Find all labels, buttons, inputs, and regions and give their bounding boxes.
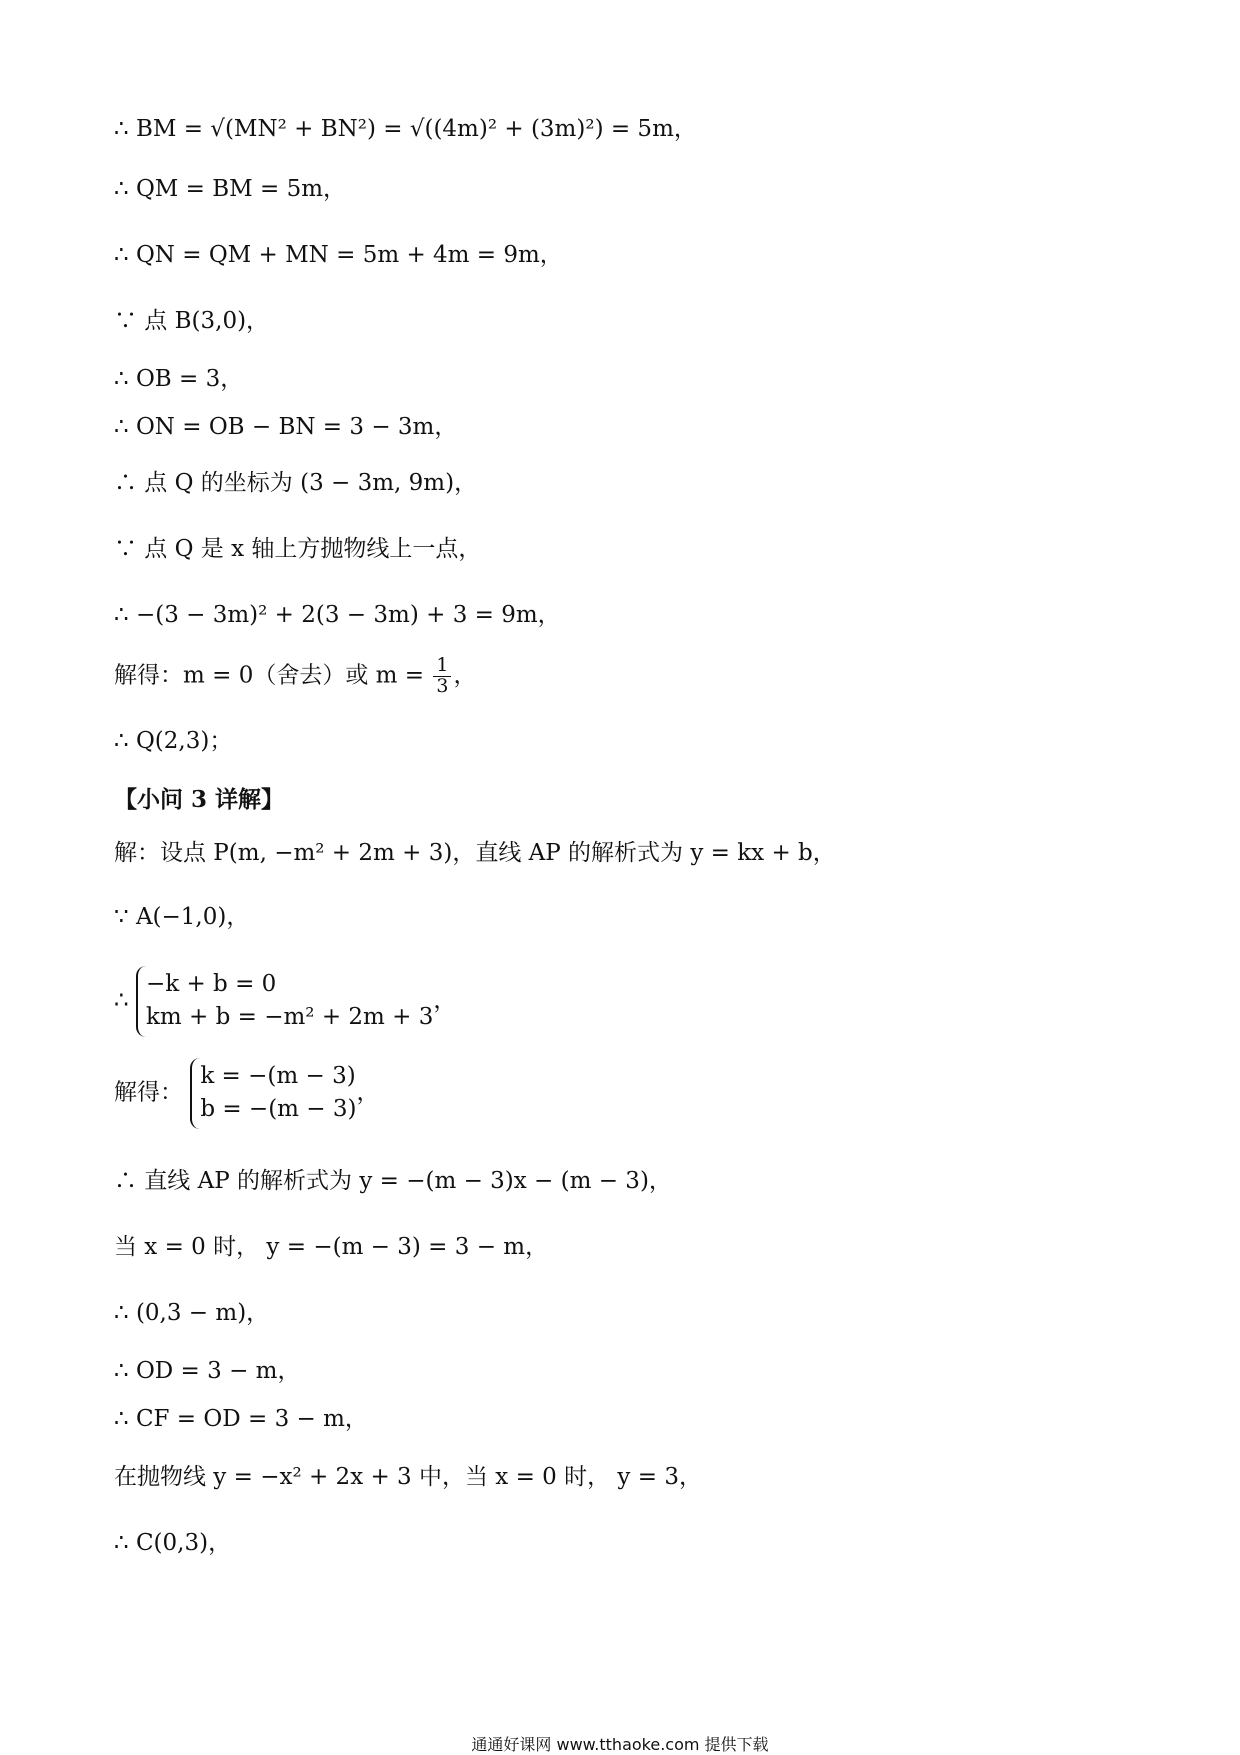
line-set-p: 解：设点 P(m, −m² + 2m + 3)，直线 AP 的解析式为 y = kx + b，	[114, 840, 836, 866]
line-q-result: ∴ Q(2,3)；	[114, 728, 233, 754]
line-equation: ∴ −(3 − 3m)² + 2(3 − 3m) + 3 = 9m，	[114, 602, 561, 628]
system-1-eq-1: −k + b = 0	[145, 971, 277, 997]
fraction-denominator: 3	[436, 674, 449, 697]
line-od: ∴ OD = 3 − m，	[114, 1358, 301, 1384]
solve-m-text: 解得：m = 0（舍去）或 m =	[114, 662, 425, 689]
line-ap-expression: ∴ 直线 AP 的解析式为 y = −(m − 3)x − (m − 3)，	[114, 1168, 672, 1194]
line-ob: ∴ OB = 3，	[114, 366, 244, 392]
system-1-punct: ，	[433, 987, 457, 1014]
line-on: ∴ ON = OB − BN = 3 − 3m，	[114, 414, 458, 440]
line-point-a: ∵ A(−1,0)，	[114, 904, 250, 930]
line-system-2	[114, 1058, 379, 1129]
system-2-eq-2: b = −(m − 3)	[200, 1096, 357, 1123]
line-qm: ∴ QM = BM = 5m，	[114, 176, 347, 202]
equation-system-1	[136, 966, 433, 1037]
line-point-q-coord: ∴ 点 Q 的坐标为 (3 − 3m, 9m)，	[114, 470, 478, 496]
system-1-eq-2: km + b = −m² + 2m + 3	[145, 1004, 434, 1031]
equation-system-2	[190, 1058, 356, 1129]
line-parabola-c: 在抛物线 y = −x² + 2x + 3 中，当 x = 0 时， y = 3，	[114, 1464, 702, 1490]
solve-m-punct: ，	[453, 662, 477, 689]
line-point-b: ∵ 点 B(3,0)，	[114, 308, 270, 334]
footer-watermark: 通通好课网 www.tthaoke.com 提供下载	[471, 1735, 769, 1754]
line-qn: ∴ QN = QM + MN = 5m + 4m = 9m，	[114, 242, 563, 268]
line-x-zero: 当 x = 0 时， y = −(m − 3) = 3 − m，	[114, 1234, 549, 1260]
fraction-numerator: 1	[433, 656, 451, 677]
line-solve-m	[114, 656, 476, 697]
line-q-on-parabola: ∵ 点 Q 是 x 轴上方抛物线上一点，	[114, 536, 482, 562]
line-bm-sqrt: ∴ BM = √(MN² + BN²) = √((4m)² + (3m)²) = 5m，	[114, 116, 697, 142]
system-2-eq-1: k = −(m − 3)	[200, 1063, 356, 1089]
line-point-c: ∴ C(0,3)，	[114, 1530, 232, 1556]
fraction-one-third	[433, 656, 451, 697]
system-1-prefix: ∴	[114, 987, 129, 1014]
system-2-punct: ，	[356, 1079, 380, 1106]
line-system-1	[114, 966, 456, 1037]
system-2-prefix: 解得：	[114, 1079, 183, 1106]
line-point-d: ∴ (0,3 − m)，	[114, 1300, 270, 1326]
section-heading: 【小问 3 详解】	[114, 786, 285, 813]
line-cf: ∴ CF = OD = 3 − m，	[114, 1406, 368, 1432]
